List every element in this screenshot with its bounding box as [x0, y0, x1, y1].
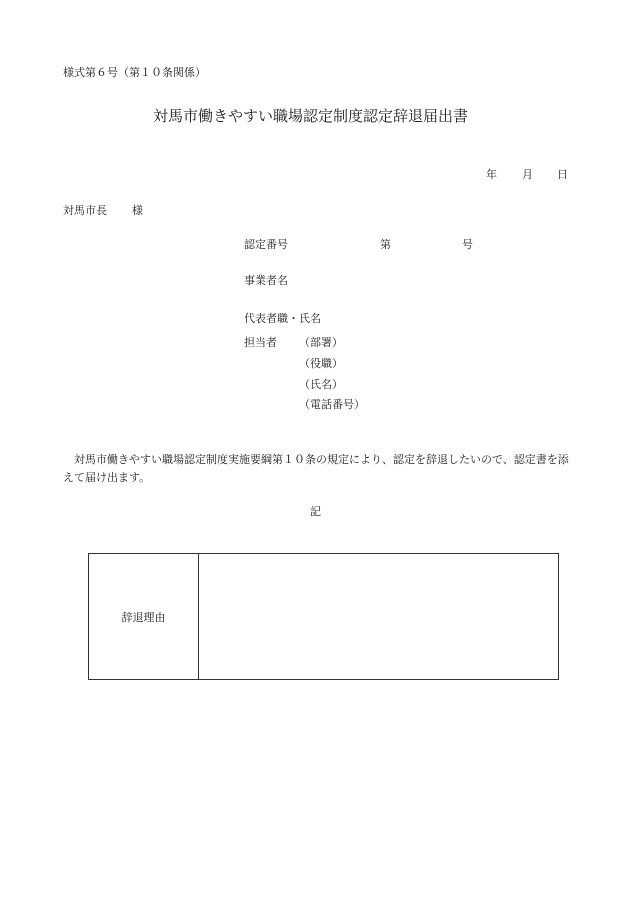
reason-value-field[interactable]: [199, 554, 558, 679]
addressee-honorific: 様: [132, 204, 143, 217]
document-title: 対馬市働きやすい職場認定制度認定辞退届出書: [153, 107, 469, 125]
contact-department: （部署）: [299, 336, 343, 349]
form-number: 様式第６号（第１０条関係）: [63, 66, 206, 79]
date-year: 年: [486, 168, 497, 181]
business-name-label: 事業者名: [244, 274, 288, 287]
declaration-text: 対馬市働きやすい職場認定制度実施要綱第１０条の規定により、認定を辞退したいので、認定書を添えて届け出ます。: [63, 453, 569, 484]
contact-name: （氏名）: [299, 378, 343, 391]
contact-label: 担当者: [244, 336, 277, 349]
cert-number-go: 号: [462, 238, 473, 251]
cert-number-label: 認定番号: [244, 238, 288, 251]
representative-label: 代表者職・氏名: [244, 312, 321, 325]
date-month: 月: [522, 168, 533, 181]
ki-label: 記: [310, 505, 321, 518]
reason-table: [88, 553, 559, 680]
cert-number-dai: 第: [380, 238, 391, 251]
date-day: 日: [557, 168, 568, 181]
contact-position: （役職）: [299, 357, 343, 370]
addressee-name: 対馬市長: [63, 204, 107, 217]
contact-phone: （電話番号）: [299, 398, 365, 411]
reason-label: 辞退理由: [89, 554, 199, 679]
